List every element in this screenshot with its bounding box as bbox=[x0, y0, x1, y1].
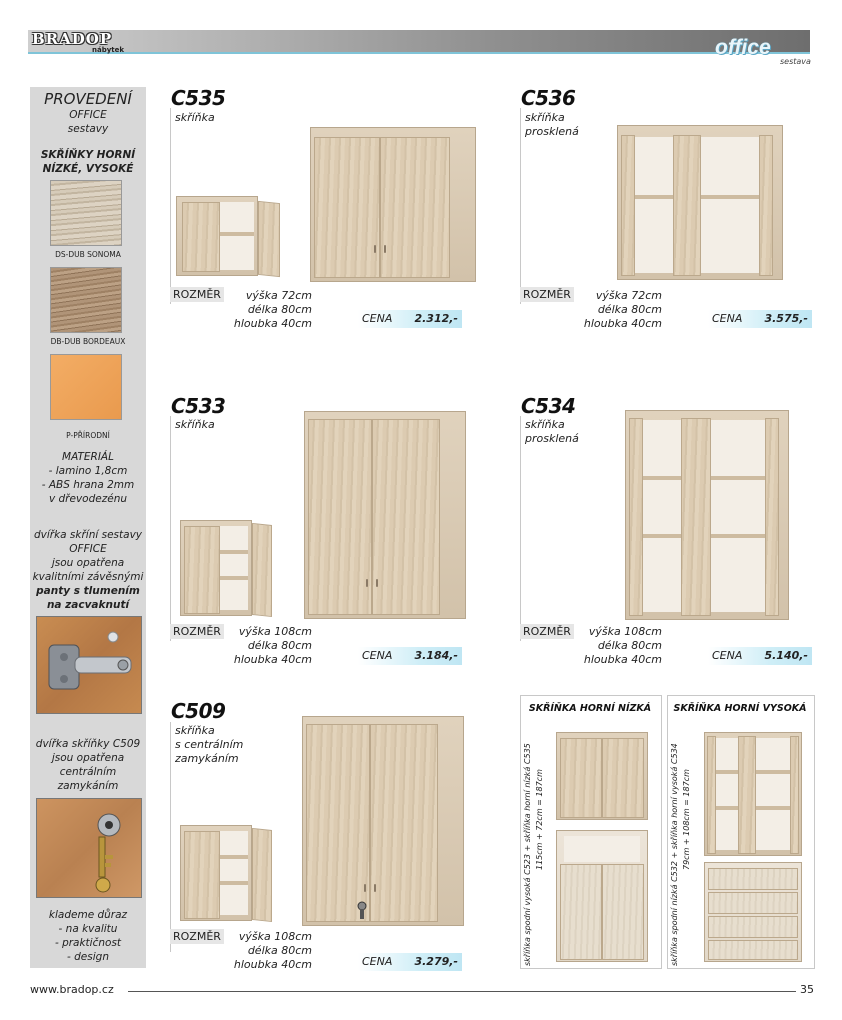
product-desc-c509-2: s centrálním bbox=[175, 738, 244, 751]
dim-length-c535: délka 80cm bbox=[247, 303, 312, 316]
page-number: 35 bbox=[800, 983, 814, 996]
dims-c533 bbox=[212, 625, 312, 667]
combo-image-high[interactable] bbox=[704, 732, 804, 962]
combo-title-high: SKŘÍŇKA HORNÍ VYSOKÁ bbox=[673, 703, 807, 714]
finish-swatch-sonoma[interactable] bbox=[50, 180, 122, 246]
finish-swatch-natural[interactable] bbox=[50, 354, 122, 420]
dim-height-c533: výška 108cm bbox=[238, 625, 312, 638]
dim-length-c536: délka 80cm bbox=[597, 303, 662, 316]
product-image-c533-open[interactable] bbox=[180, 520, 274, 616]
dims-c534 bbox=[562, 625, 662, 667]
dim-length-c534: délka 80cm bbox=[597, 639, 662, 652]
divider-c533 bbox=[170, 416, 171, 641]
lock-text-4: zamykáním bbox=[57, 780, 119, 792]
finish-swatch-bordeaux[interactable] bbox=[50, 267, 122, 333]
price-label-c535: CENA bbox=[362, 312, 393, 325]
product-code-c535: C535 bbox=[171, 86, 226, 110]
footer-line bbox=[128, 991, 796, 992]
combo-caption-low-2: 115cm + 72cm = 187cm bbox=[535, 769, 544, 870]
quality-line-2: - na kvalitu bbox=[58, 923, 118, 935]
dims-label-c536: ROZMĚR bbox=[520, 287, 574, 302]
hinge-photo bbox=[36, 616, 142, 714]
product-desc-c534-2: prosklená bbox=[525, 432, 579, 445]
product-image-c534[interactable] bbox=[625, 410, 789, 620]
price-label-c536: CENA bbox=[712, 312, 743, 325]
finish-label-sonoma: DS-DUB SONOMA bbox=[55, 250, 121, 259]
quality-line-4: - design bbox=[67, 951, 109, 963]
combo-caption-low-1: skříňka spodní vysoká C523 + skříňka horní nízká C535 bbox=[523, 743, 532, 966]
key-icon bbox=[37, 799, 141, 897]
price-box-c509 bbox=[358, 953, 462, 971]
finish-label-bordeaux: DB-DUB BORDEAUX bbox=[50, 337, 126, 346]
sidebar-subtitle-2: sestavy bbox=[67, 123, 109, 135]
material-line-2: - ABS hrana 2mm bbox=[41, 479, 135, 491]
dims-c535 bbox=[212, 289, 312, 331]
brand-logo-subtitle: nábytek bbox=[92, 46, 125, 54]
price-box-c533 bbox=[358, 647, 462, 665]
dim-length-c533: délka 80cm bbox=[247, 639, 312, 652]
product-desc-c536-1: skříňka bbox=[525, 111, 565, 124]
lock-text-2: jsou opatřena bbox=[51, 752, 125, 764]
material-title: MATERIÁL bbox=[62, 451, 114, 463]
price-c509: 3.279,- bbox=[414, 955, 458, 968]
dim-depth-c535: hloubka 40cm bbox=[233, 317, 312, 330]
divider-c536 bbox=[520, 108, 521, 304]
price-c536: 3.575,- bbox=[764, 312, 808, 325]
product-desc-c533-1: skříňka bbox=[175, 418, 215, 431]
dim-depth-c533: hloubka 40cm bbox=[233, 653, 312, 666]
price-box-c536 bbox=[708, 310, 812, 328]
header-bar bbox=[28, 30, 810, 52]
material-line-1: - lamino 1,8cm bbox=[48, 465, 128, 477]
hinge-text-4: kvalitními závěsnými bbox=[32, 571, 144, 583]
dim-height-c535: výška 72cm bbox=[245, 289, 312, 302]
lock-photo bbox=[36, 798, 142, 898]
combo-title-low: SKŘÍŇKA HORNÍ NÍZKÁ bbox=[528, 703, 652, 714]
product-desc-c509-1: skříňka bbox=[175, 724, 215, 737]
combo-caption-high-1: skříňka spodní nízká C532 + skříňka horní vysoká C534 bbox=[670, 743, 679, 966]
sidebar-title: PROVEDENÍ bbox=[44, 90, 132, 108]
product-code-c536: C536 bbox=[521, 86, 576, 110]
product-image-c535-open[interactable] bbox=[176, 196, 282, 276]
price-c533: 3.184,- bbox=[414, 649, 458, 662]
product-image-c533[interactable] bbox=[304, 411, 466, 619]
product-code-c533: C533 bbox=[171, 394, 226, 418]
dim-height-c536: výška 72cm bbox=[595, 289, 662, 302]
product-desc-c509-3: zamykáním bbox=[175, 752, 239, 765]
finish-label-natural: P-PŘÍRODNÍ bbox=[66, 431, 110, 440]
header-underline bbox=[28, 52, 810, 54]
product-code-c534: C534 bbox=[521, 394, 576, 418]
dims-c509 bbox=[212, 930, 312, 972]
product-desc-c536-2: prosklená bbox=[525, 125, 579, 138]
dims-label-c534: ROZMĚR bbox=[520, 624, 574, 639]
lock-text-3: centrálním bbox=[59, 766, 117, 778]
quality-line-3: - praktičnost bbox=[54, 937, 122, 949]
price-c535: 2.312,- bbox=[414, 312, 458, 325]
dims-c536 bbox=[562, 289, 662, 331]
hinge-text-1: dvířka skříní sestavy bbox=[33, 529, 143, 541]
series-title: office bbox=[715, 36, 771, 59]
price-label-c534: CENA bbox=[712, 649, 743, 662]
dim-depth-c534: hloubka 40cm bbox=[583, 653, 662, 666]
footer-url-link[interactable]: www.bradop.cz bbox=[30, 983, 114, 996]
lock-text-1: dvířka skříňky C509 bbox=[35, 738, 141, 750]
product-image-c509-open[interactable] bbox=[180, 825, 274, 921]
divider-c535 bbox=[170, 108, 171, 304]
price-label-c509: CENA bbox=[362, 955, 393, 968]
quality-line-1: klademe důraz bbox=[48, 909, 128, 921]
dim-depth-c536: hloubka 40cm bbox=[583, 317, 662, 330]
price-c534: 5.140,- bbox=[764, 649, 808, 662]
hinge-text-2: OFFICE bbox=[69, 543, 107, 555]
hinge-text-bold-1: panty s tlumením bbox=[36, 585, 140, 597]
dim-length-c509: délka 80cm bbox=[247, 944, 312, 957]
lock-icon bbox=[354, 900, 370, 920]
product-desc-c534-1: skříňka bbox=[525, 418, 565, 431]
dim-height-c534: výška 108cm bbox=[588, 625, 662, 638]
dims-label-c509: ROZMĚR bbox=[170, 929, 224, 944]
combo-image-low[interactable] bbox=[556, 732, 652, 962]
hinge-text-3: jsou opatřena bbox=[51, 557, 125, 569]
material-line-3: v dřevodezénu bbox=[48, 493, 128, 505]
product-desc-c535-1: skříňka bbox=[175, 111, 215, 124]
divider-c509 bbox=[170, 722, 171, 952]
hinge-icon bbox=[37, 617, 141, 713]
divider-c534 bbox=[520, 416, 521, 641]
price-box-c534 bbox=[708, 647, 812, 665]
product-image-c509[interactable] bbox=[302, 716, 464, 926]
brand-logo[interactable]: BRADOP bbox=[32, 30, 113, 48]
price-label-c533: CENA bbox=[362, 649, 393, 662]
sidebar-section-title: SKŘÍŇKY HORNÍ NÍZKÉ, VYSOKÉ bbox=[40, 149, 136, 175]
product-image-c535[interactable] bbox=[310, 127, 476, 282]
price-box-c535 bbox=[358, 310, 462, 328]
dim-height-c509: výška 108cm bbox=[238, 930, 312, 943]
dim-depth-c509: hloubka 40cm bbox=[233, 958, 312, 971]
hinge-text-bold-2: na zacvaknutí bbox=[46, 599, 130, 611]
product-image-c536[interactable] bbox=[617, 125, 783, 280]
series-subtitle: sestava bbox=[780, 57, 811, 66]
dims-label-c533: ROZMĚR bbox=[170, 624, 224, 639]
product-code-c509: C509 bbox=[171, 699, 226, 723]
combo-caption-high-2: 79cm + 108cm = 187cm bbox=[682, 769, 691, 870]
dims-label-c535: ROZMĚR bbox=[170, 287, 224, 302]
sidebar-subtitle-1: OFFICE bbox=[69, 109, 107, 121]
